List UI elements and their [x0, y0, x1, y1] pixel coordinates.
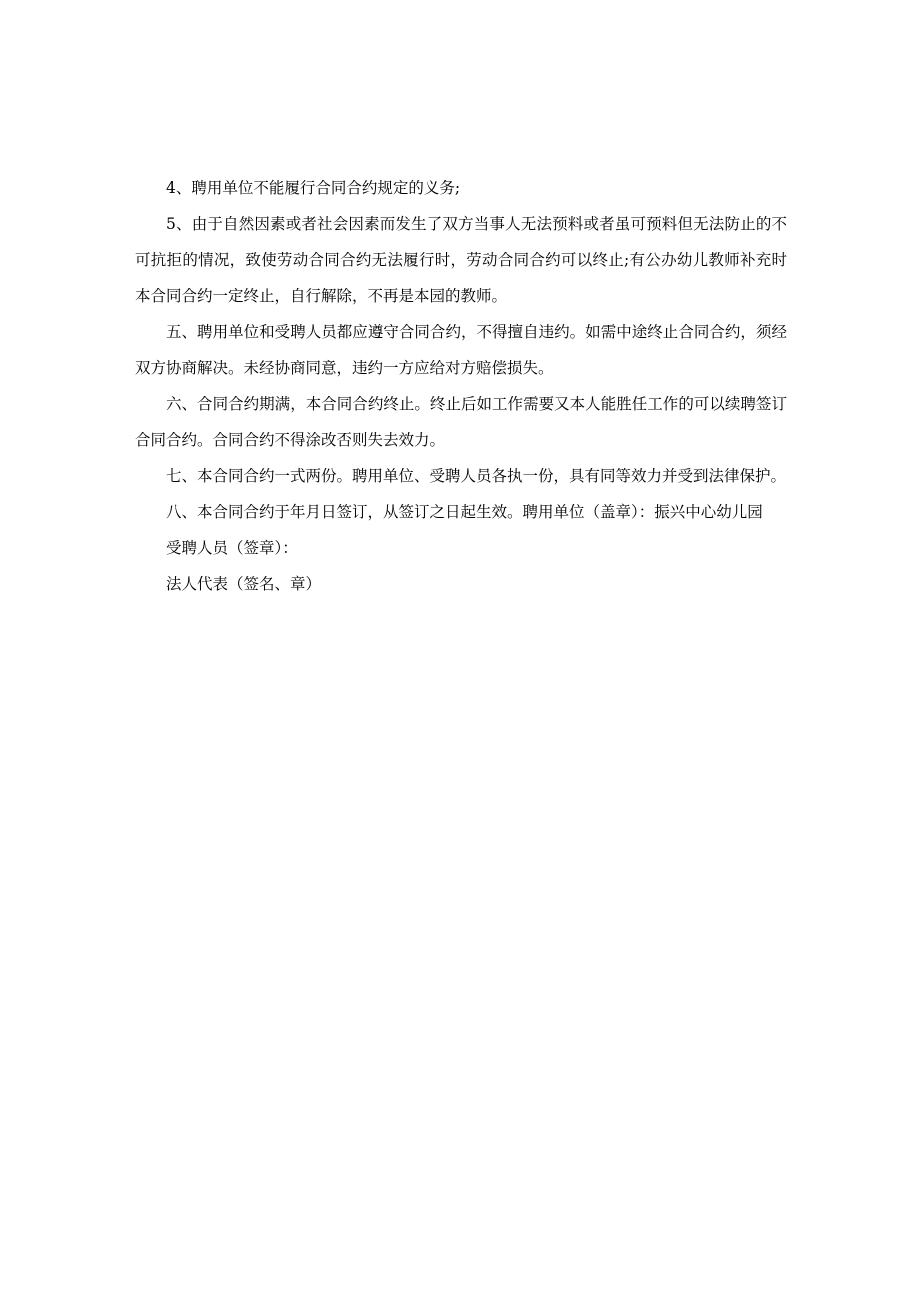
section-six: 六、合同合约期满，本合同合约终止。终止后如工作需要又本人能胜任工作的可以续聘签订合同合约。合同合约不得涂改否则失去效力。	[135, 395, 787, 449]
clause-4: 4、聘用单位不能履行合同合约规定的义务;	[166, 179, 461, 197]
clause-5: 5、由于自然因素或者社会因素而发生了双方当事人无法预料或者虽可预料但无法防止的不可抗拒的情况，致使劳动合同合约无法履行时，劳动合同合约可以终止;有公办幼儿教师补充时本合同合约一定终止，自行解除，不再是本园的教师。	[135, 215, 787, 305]
document-body	[135, 170, 787, 602]
section-seven: 七、本合同合约一式两份。聘用单位、受聘人员各执一份，具有同等效力并受到法律保护。	[166, 467, 787, 485]
legal-representative-signature-line: 法人代表（签名、章）	[166, 575, 322, 593]
section-eight: 八、本合同合约于年月日签订，从签订之日起生效。聘用单位（盖章）：振兴中心幼儿园	[166, 503, 763, 521]
employee-signature-line: 受聘人员（签章）：	[166, 539, 298, 557]
section-five: 五、聘用单位和受聘人员都应遵守合同合约，不得擅自违约。如需中途终止合同合约，须经双方协商解决。未经协商同意，违约一方应给对方赔偿损失。	[135, 323, 787, 377]
